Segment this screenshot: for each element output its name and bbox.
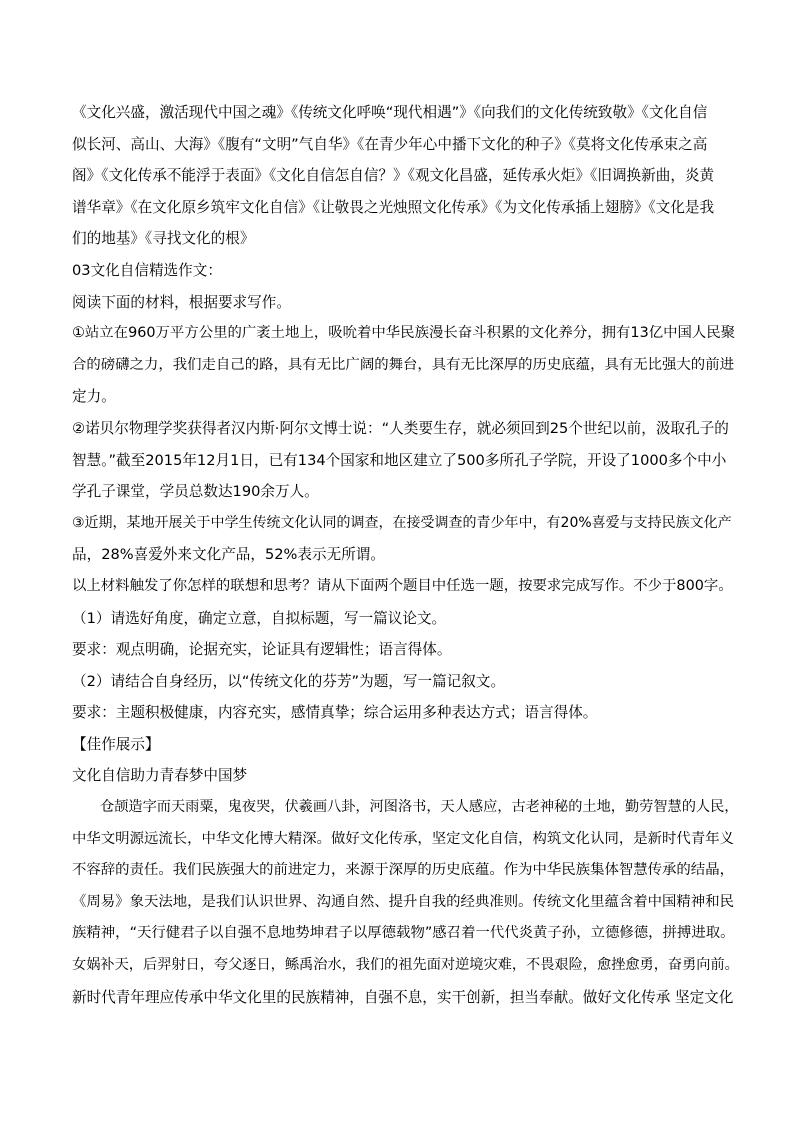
essay-paragraph-line: 新时代青年理应传承中华文化里的民族精神，自强不息，实干创新，担当奉献。做好文化传承 坚定文化: [72, 988, 734, 1006]
option-2-line: （2）请结合自身经历，以“传统文化的芬芳”为题，写一篇记叙文。: [72, 672, 506, 690]
requirement-1-line: 要求：观点明确，论据充实，论证具有逻辑性；语言得体。: [72, 641, 452, 659]
essay-paragraph-line: 中华文明源远流长，中华文化博大精深。做好文化传承，坚定文化自信，构筑文化认同，是新时代青年义: [72, 830, 734, 847]
title-list-line: 似长河、高山、大海》《腹有“文明”气自华》《在青少年心中播下文化的种子》《莫将文化传承束之高: [72, 135, 708, 153]
title-list-line: 阁》《文化传承不能浮于表面》《文化自信怎自信？》《观文化昌盛，延传承火炬》《旧调换新曲，炎黄: [72, 167, 715, 185]
material-2-line: ②诺贝尔物理学奖获得者汉内斯·阿尔文博士说：“人类要生存，就必须回到25个世纪以前，汲取孔子的: [72, 419, 729, 437]
essay-paragraph-line: 《周易》象天法地，是我们认识世界、沟通自然、提升自我的经典准则。传统文化里蕴含着中国精神和民: [72, 893, 734, 910]
essay-paragraph-line: 仓颉造字而天雨粟，鬼夜哭，伏羲画八卦，河图洛书，天人感应，古老神秘的土地，勤劳智慧的人民，: [100, 799, 739, 816]
essay-paragraph-line: 不容辞的责任。我们民族强大的前进定力，来源于深厚的历史底蕴。作为中华民族集体智慧传承的结晶，: [72, 862, 734, 879]
material-1-line: 定力。: [72, 388, 116, 406]
requirement-2-line: 要求：主题积极健康，内容充实，感情真挚；综合运用多种表达方式；语言得体。: [72, 704, 598, 722]
material-3-line: 品，28%喜爱外来文化产品，52%表示无所谓。: [72, 546, 385, 564]
option-1-line: （1）请选好角度，确定立意，自拟标题，写一篇议论文。: [72, 609, 447, 627]
showcase-heading: 【佳作展示】: [72, 735, 160, 753]
material-2-line: 智慧。”截至2015年12月1日，已有134个国家和地区建立了500多所孔子学院，开设了1000多个中小: [72, 451, 727, 469]
essay-paragraph-line: 族精神，“天行健君子以自强不息地势坤君子以厚德载物”感召着一代代炎黄子孙，立德修德，拼搏进取。: [72, 925, 735, 942]
instruction-line: 阅读下面的材料，根据要求写作。: [72, 293, 291, 311]
prompt-line: 以上材料触发了你怎样的联想和思考？请从下面两个题目中任选一题，按要求完成写作。不少于800字。: [72, 577, 733, 594]
title-list-line: 《文化兴盛，激活现代中国之魂》《传统文化呼唤“现代相遇”》《向我们的文化传统致敬》《文化自信: [72, 104, 708, 121]
section-heading: 03文化自信精选作文：: [72, 261, 222, 279]
material-3-line: ③近期，某地开展关于中学生传统文化认同的调查，在接受调查的青少年中，有20%喜爱与支持民族文化产: [72, 514, 732, 531]
title-list-line: 们的地基》《寻找文化的根》: [72, 230, 255, 248]
title-list-line: 谱华章》《在文化原乡筑牢文化自信》《让敬畏之光烛照文化传承》《为文化传承插上翅膀》《文化是我: [72, 198, 715, 216]
essay-title: 文化自信助力青春梦中国梦: [72, 767, 248, 785]
material-2-line: 学孔子课堂，学员总数达190余万人。: [72, 483, 319, 501]
essay-paragraph-line: 女娲补天，后羿射日，夸父逐日，鲧禹治水，我们的祖先面对逆境灾难，不畏艰险，愈挫愈勇，奋勇向前。: [72, 957, 739, 974]
document-body: [72, 97, 740, 1013]
material-1-line: 合的磅礴之力，我们走自己的路，具有无比广阔的舞台，具有无比深厚的历史底蕴，具有无比强大的前进: [72, 356, 734, 373]
material-1-line: ①站立在960万平方公里的广袤土地上，吸吮着中华民族漫长奋斗积累的文化养分，拥有13亿中国人民聚: [72, 325, 736, 342]
